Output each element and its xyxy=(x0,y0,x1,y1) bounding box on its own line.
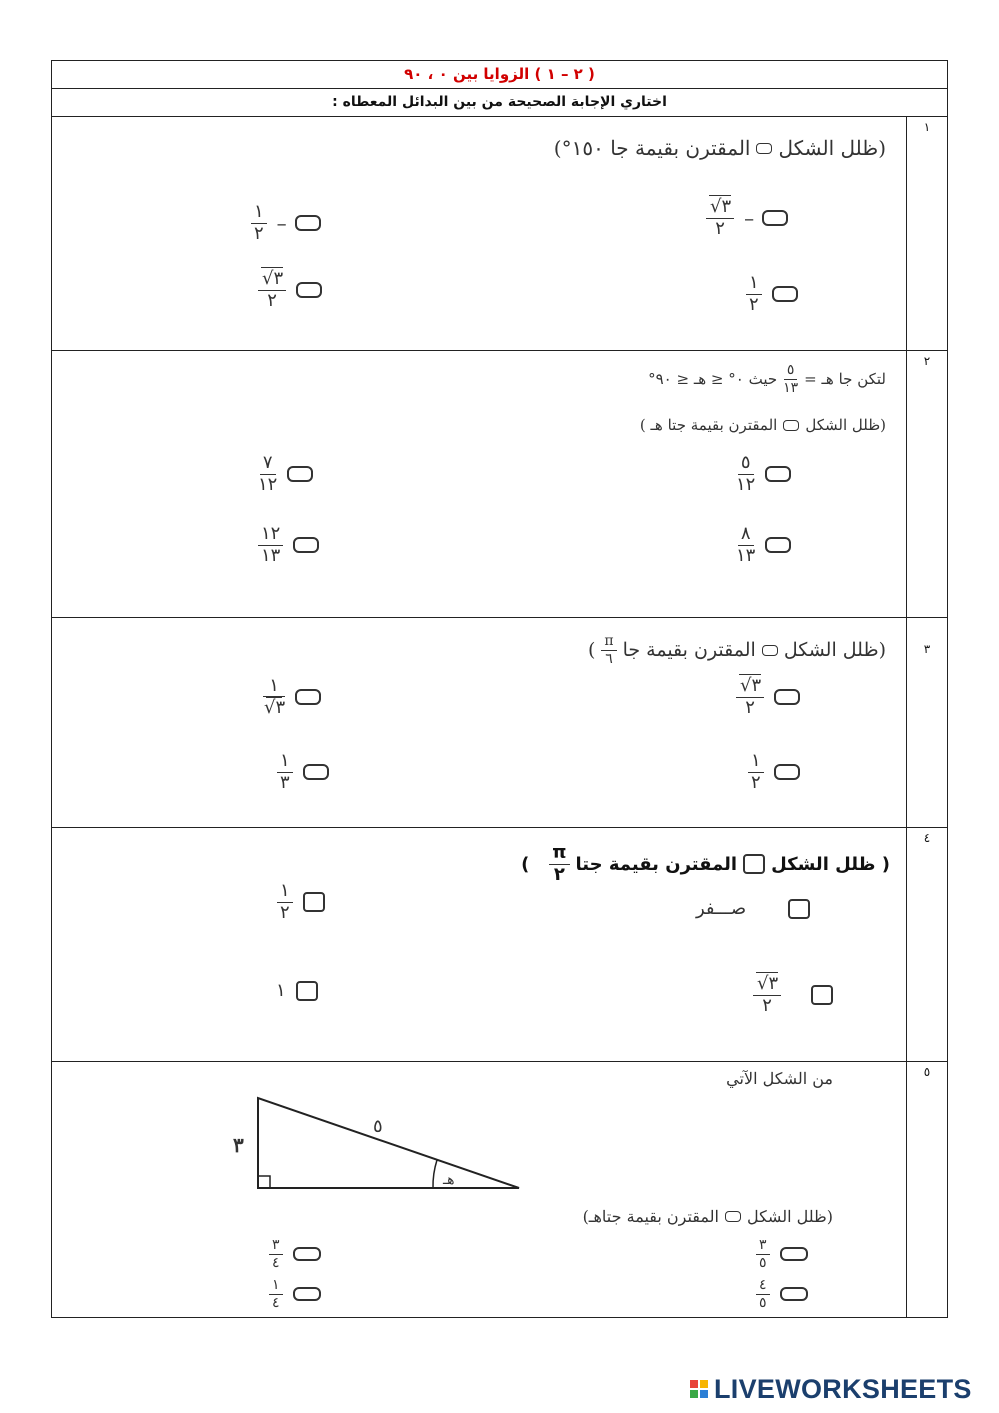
answer-checkbox[interactable] xyxy=(788,899,810,919)
right-angle-marker xyxy=(258,1176,270,1188)
logo-grid-icon xyxy=(690,1380,708,1398)
answer-checkbox[interactable] xyxy=(765,537,791,553)
border-q3 xyxy=(51,827,948,828)
border-instruction xyxy=(51,116,948,117)
q2-option-2[interactable]: $\frac{٧}{١٢}$ xyxy=(258,454,313,495)
border-q2 xyxy=(51,617,948,618)
q1-option-3[interactable]: $\frac{١}{٢}$ xyxy=(746,274,798,315)
border-right xyxy=(947,60,948,1318)
q2-prompt-end: المقترن بقيمة جتا هـ ) xyxy=(639,416,778,434)
answer-checkbox[interactable] xyxy=(295,689,321,705)
answer-checkbox[interactable] xyxy=(293,537,319,553)
q4-prompt: ( ظلل الشكل المقترن بقيمة جتا $\frac{\pi}{٢}$ ) xyxy=(521,842,890,885)
square-icon xyxy=(743,854,765,874)
answer-checkbox[interactable] xyxy=(811,985,833,1005)
answer-checkbox[interactable] xyxy=(772,286,798,302)
shape-icon xyxy=(762,645,778,656)
q2-prompt-start: (ظلل الشكل xyxy=(805,416,886,434)
liveworksheets-logo[interactable] xyxy=(690,1374,972,1404)
q1-prompt-start: (ظلل الشكل xyxy=(778,136,886,160)
answer-checkbox[interactable] xyxy=(296,981,318,1001)
brand-name: LIVEWORKSHEETS xyxy=(714,1373,972,1404)
shape-icon xyxy=(725,1211,741,1222)
q4-prompt-start: ( ظلل الشكل xyxy=(771,853,890,875)
q2-option-4[interactable]: $\frac{١٢}{١٣}$ xyxy=(258,525,319,566)
q5-option-4[interactable]: $\frac{١}{٤}$ xyxy=(269,1278,321,1310)
worksheet-table xyxy=(51,60,948,1318)
question-number-3: ٣ xyxy=(923,642,931,656)
q1-option-4[interactable]: $\frac{√٣}{٢}$ xyxy=(258,270,322,311)
hypotenuse-label: ٥ xyxy=(373,1116,383,1137)
border-q4 xyxy=(51,1061,948,1062)
question-number-4: ٤ xyxy=(923,831,931,845)
q2-condition-tail: حيث ٠° ≤ هـ ≤ ٩٠° xyxy=(648,370,778,389)
angle-label: هـ xyxy=(443,1172,455,1188)
answer-checkbox[interactable] xyxy=(296,282,322,298)
q5-prompt xyxy=(583,1207,833,1226)
question-number-2: ٢ xyxy=(923,354,931,368)
q4-option-3[interactable]: $\frac{√٣}{٢}$ xyxy=(753,975,833,1016)
right-triangle-figure xyxy=(233,1090,581,1200)
border-left xyxy=(51,60,52,1318)
q5-prompt-start: (ظلل الشكل xyxy=(746,1207,833,1226)
triangle-shape xyxy=(258,1098,519,1188)
q3-prompt-end: المقترن بقيمة جا xyxy=(622,639,756,662)
question-number-1: ١ xyxy=(923,120,931,134)
answer-checkbox[interactable] xyxy=(774,689,800,705)
q5-option-3[interactable]: $\frac{٤}{٥}$ xyxy=(756,1278,808,1310)
answer-checkbox[interactable] xyxy=(762,210,788,226)
q3-option-1[interactable]: $\frac{√٣}{٢}$ xyxy=(736,677,800,718)
q5-intro: من الشكل الآتي xyxy=(726,1069,833,1088)
q1-prompt-end: المقترن بقيمة جا ١٥٠°) xyxy=(553,136,751,160)
shape-icon xyxy=(783,420,799,431)
q3-option-3[interactable]: $\frac{١}{٢}$ xyxy=(748,752,800,793)
q5-option-1[interactable]: $\frac{٣}{٥}$ xyxy=(756,1238,808,1270)
answer-checkbox[interactable] xyxy=(295,215,321,231)
question-number-5: ٥ xyxy=(923,1065,931,1079)
answer-checkbox[interactable] xyxy=(780,1247,808,1261)
q1-prompt xyxy=(554,136,886,160)
q2-option-1[interactable]: $\frac{٥}{١٢}$ xyxy=(736,454,791,495)
answer-checkbox[interactable] xyxy=(303,764,329,780)
q1-option-2[interactable]: $\frac{١}{٢}$ – xyxy=(251,203,321,244)
answer-checkbox[interactable] xyxy=(293,1247,321,1261)
border-q1 xyxy=(51,350,948,351)
worksheet-title: ( ٢ – ١ ) الزوايا بين ٠ ، ٩٠ xyxy=(404,65,595,83)
side-vertical-label: ٣ xyxy=(233,1133,244,1157)
border-bottom xyxy=(51,1317,948,1318)
number-column-divider xyxy=(906,116,907,1318)
answer-checkbox[interactable] xyxy=(303,892,325,912)
q5-option-2[interactable]: $\frac{٣}{٤}$ xyxy=(269,1238,321,1270)
q3-prompt: (ظلل الشكل المقترن بقيمة جا $\frac{\pi}{٦}$ ) xyxy=(587,633,886,667)
q3-option-4[interactable]: $\frac{١}{٣}$ xyxy=(277,752,329,793)
angle-arc xyxy=(433,1160,437,1188)
q3-option-2[interactable]: $\frac{١}{√٣}$ xyxy=(263,677,321,718)
answer-checkbox[interactable] xyxy=(293,1287,321,1301)
q3-prompt-start: (ظلل الشكل xyxy=(783,639,886,662)
answer-checkbox[interactable] xyxy=(287,466,313,482)
answer-checkbox[interactable] xyxy=(774,764,800,780)
q1-option-1[interactable]: $\frac{√٣}{٢}$ – xyxy=(706,198,788,239)
answer-checkbox[interactable] xyxy=(765,466,791,482)
q5-prompt-end: المقترن بقيمة جتاهـ) xyxy=(582,1207,719,1226)
q2-condition: لتكن جا هـ = $\frac{٥}{١٣}$ حيث ٠° ≤ هـ ≤ ٩٠° xyxy=(648,362,886,396)
shape-icon xyxy=(756,143,772,154)
q2-prompt xyxy=(640,416,886,434)
q2-option-3[interactable]: $\frac{٨}{١٣}$ xyxy=(736,525,791,566)
q4-prompt-end: المقترن بقيمة جتا xyxy=(575,853,738,875)
answer-checkbox[interactable] xyxy=(780,1287,808,1301)
instruction: اختاري الإجابة الصحيحة من بين البدائل المعطاه : xyxy=(332,94,667,110)
q4-option-1[interactable]: صـــفر xyxy=(696,898,810,919)
q4-option-4[interactable]: ١ xyxy=(276,980,318,1001)
q2-condition-text: لتكن جا هـ = xyxy=(804,370,886,389)
q4-option-2[interactable]: $\frac{١}{٢}$ xyxy=(277,882,325,923)
